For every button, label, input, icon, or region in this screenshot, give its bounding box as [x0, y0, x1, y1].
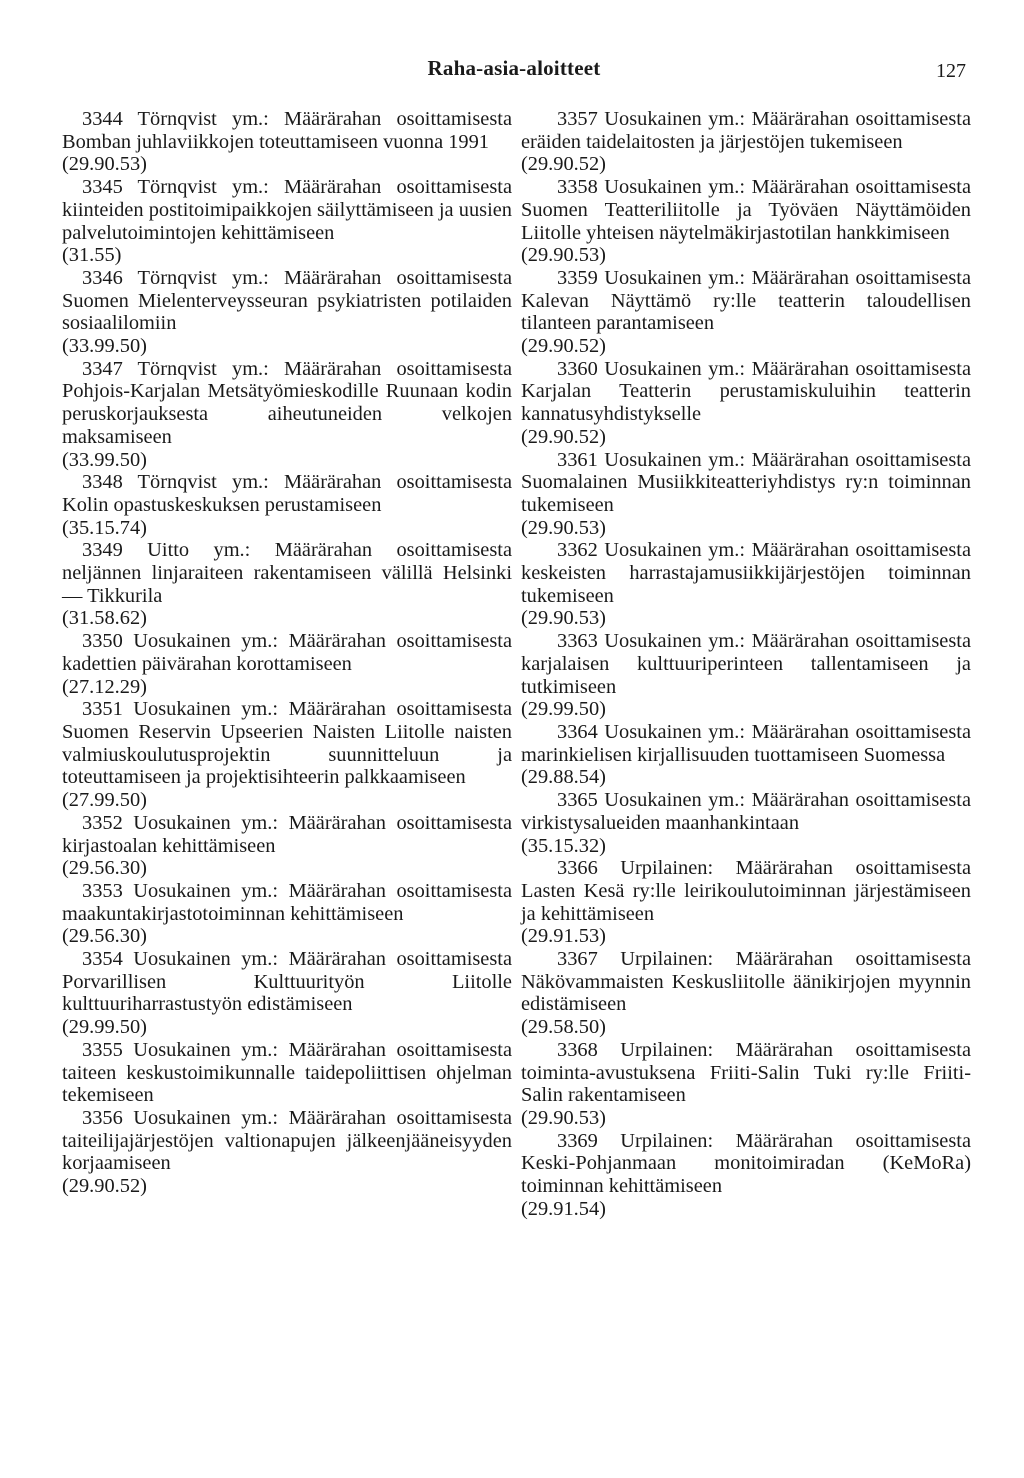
budget-reference: (29.90.53) — [521, 516, 606, 539]
budget-reference: (29.99.50) — [62, 1016, 147, 1039]
budget-reference: (29.90.52) — [521, 335, 606, 358]
initiative-entry — [62, 108, 512, 176]
budget-reference: (29.90.52) — [62, 1175, 147, 1198]
entry-text: 3361 Uosukainen ym.: Määrärahan osoittamisesta Suomalainen Musiikkiteatteriyhdistys ry:n toiminnan tukemiseen — [521, 448, 971, 516]
budget-reference: (35.15.32) — [521, 834, 606, 857]
budget-reference: (35.15.74) — [62, 516, 147, 539]
entry-text: 3352 Uosukainen ym.: Määrärahan osoittamisesta kirjastoalan kehittämiseen — [62, 811, 512, 857]
initiative-entry — [62, 698, 512, 812]
budget-reference: (29.91.54) — [521, 1197, 606, 1220]
entry-text: 3357 Uosukainen ym.: Määrärahan osoittamisesta eräiden taidelaitosten ja järjestöjen tukemiseen — [521, 108, 971, 153]
budget-reference: (29.90.53) — [521, 607, 606, 630]
budget-reference: (29.56.30) — [62, 857, 147, 880]
entry-text: 3368 Urpilainen: Määrärahan osoittamisesta toiminta-avustuksena Friiti-Salin Tuki ry:lle Friiti-Salin rakentamiseen — [521, 1038, 971, 1107]
entry-text: 3351 Uosukainen ym.: Määrärahan osoittamisesta Suomen Reservin Upseerien Naisten Liitolle naisten valmiuskoulutusprojektin suunnitteluun ja toteuttamiseen ja projektisihteerin palkkaamiseen — [62, 698, 512, 789]
initiative-entry — [62, 1107, 512, 1198]
entry-text: 3360 Uosukainen ym.: Määrärahan osoittamisesta Karjalan Teatterin perustamiskuluihin teatterin kannatusyhdistykselle — [521, 357, 971, 426]
initiative-entry — [521, 1039, 971, 1130]
budget-reference: (29.90.52) — [521, 153, 606, 176]
page-header — [62, 56, 966, 96]
entry-text: 3369 Urpilainen: Määrärahan osoittamisesta Keski-Pohjanmaan monitoimiradan (KeMoRa) toiminnan kehittämiseen — [521, 1129, 971, 1198]
initiative-entry — [62, 176, 512, 267]
budget-reference: (29.56.30) — [62, 925, 147, 948]
initiative-entry — [521, 948, 971, 1039]
initiative-entry — [62, 358, 512, 472]
initiative-entry — [62, 880, 512, 948]
budget-reference: (29.90.52) — [521, 425, 606, 448]
entry-text: 3349 Uitto ym.: Määrärahan osoittamisesta neljännen linjaraiteen rakentamiseen välillä Helsinki — Tikkurila — [62, 539, 512, 607]
initiative-entry — [62, 471, 512, 539]
entry-text: 3344 Törnqvist ym.: Määrärahan osoittamisesta Bomban juhlaviikkojen toteuttamiseen vuonna 1991 — [62, 108, 512, 153]
budget-reference: (31.55) — [62, 244, 122, 267]
entry-text: 3345 Törnqvist ym.: Määrärahan osoittamisesta kiinteiden postitoimipaikkojen säilyttämiseen ja uusien palvelutoimintojen kehittämiseen — [62, 176, 512, 244]
initiative-entry — [521, 108, 971, 176]
initiative-entry — [521, 267, 971, 358]
entry-text: 3348 Törnqvist ym.: Määrärahan osoittamisesta Kolin opastuskeskuksen perustamiseen — [62, 471, 512, 516]
entry-text: 3350 Uosukainen ym.: Määrärahan osoittamisesta kadettien päivärahan korottamiseen — [62, 630, 512, 675]
entry-text: 3367 Urpilainen: Määrärahan osoittamisesta Näkövammaisten Keskusliitolle äänikirjojen myynnin edistämiseen — [521, 948, 971, 1016]
budget-reference: (29.91.53) — [521, 925, 606, 948]
initiative-entry — [521, 721, 971, 789]
initiative-entry — [62, 539, 512, 630]
entry-text: 3366 Urpilainen: Määrärahan osoittamisesta Lasten Kesä ry:lle leirikoulutoiminnan järjestämiseen ja kehittämiseen — [521, 857, 971, 925]
entry-text: 3364 Uosukainen ym.: Määrärahan osoittamisesta marinkielisen kirjallisuuden tuottamiseen Suomessa — [521, 720, 971, 766]
budget-reference: (29.90.53) — [521, 244, 606, 267]
budget-reference: (27.12.29) — [62, 675, 147, 698]
running-title: Raha-asia-aloitteet — [427, 56, 601, 80]
initiative-entry — [62, 630, 512, 698]
entry-text: 3346 Törnqvist ym.: Määrärahan osoittamisesta Suomen Mielenterveysseuran psykiatristen potilaiden sosiaalilomiin — [62, 266, 512, 335]
budget-reference: (29.99.50) — [521, 698, 606, 721]
initiative-entry — [62, 1039, 512, 1107]
right-column — [521, 108, 971, 1220]
entry-text: 3355 Uosukainen ym.: Määrärahan osoittamisesta taiteen keskustoimikunnalle taidepoliittisen ohjelman tekemiseen — [62, 1038, 512, 1107]
left-column — [62, 108, 512, 1198]
initiative-entry — [62, 812, 512, 880]
page-number: 127 — [936, 60, 966, 82]
budget-reference: (33.99.50) — [62, 335, 147, 358]
entry-text: 3358 Uosukainen ym.: Määrärahan osoittamisesta Suomen Teatteriliitolle ja Työväen Näyttämöiden Liitolle yhteisen näytelmäkirjastotilan hankkimiseen — [521, 176, 971, 244]
initiative-entry — [521, 1130, 971, 1221]
initiative-entry — [521, 857, 971, 948]
entry-text: 3356 Uosukainen ym.: Määrärahan osoittamisesta taiteilijajärjestöjen valtionapujen jälkeenjääneisyyden korjaamiseen — [62, 1106, 512, 1175]
initiative-entry — [521, 176, 971, 267]
entry-text: 3362 Uosukainen ym.: Määrärahan osoittamisesta keskeisten harrastajamusiikkijärjestöjen toiminnan tukemiseen — [521, 539, 971, 607]
budget-reference: (29.90.53) — [62, 153, 147, 176]
initiative-entry — [521, 630, 971, 721]
initiative-entry — [521, 449, 971, 540]
initiative-entry — [521, 358, 971, 449]
budget-reference: (31.58.62) — [62, 607, 147, 630]
budget-reference: (27.99.50) — [62, 789, 147, 812]
initiative-entry — [521, 789, 971, 857]
budget-reference: (29.58.50) — [521, 1016, 606, 1039]
budget-reference: (29.88.54) — [521, 766, 606, 789]
budget-reference: (33.99.50) — [62, 448, 147, 471]
entry-text: 3353 Uosukainen ym.: Määrärahan osoittamisesta maakuntakirjastotoiminnan kehittämiseen — [62, 879, 512, 925]
initiative-entry — [521, 539, 971, 630]
entry-text: 3347 Törnqvist ym.: Määrärahan osoittamisesta Pohjois-Karjalan Metsätyömieskodille Ruunaan kodin peruskorjauksesta aiheutuneiden velkojen maksamiseen — [62, 357, 512, 448]
entry-text: 3365 Uosukainen ym.: Määrärahan osoittamisesta virkistysalueiden maanhankintaan — [521, 789, 971, 834]
budget-reference: (29.90.53) — [521, 1106, 606, 1129]
initiative-entry — [62, 267, 512, 358]
entry-text: 3359 Uosukainen ym.: Määrärahan osoittamisesta Kalevan Näyttämö ry:lle teatterin taloudellisen tilanteen parantamiseen — [521, 266, 971, 335]
entry-text: 3363 Uosukainen ym.: Määrärahan osoittamisesta karjalaisen kulttuuriperinteen tallentamiseen ja tutkimiseen — [521, 630, 971, 698]
initiative-entry — [62, 948, 512, 1039]
entry-text: 3354 Uosukainen ym.: Määrärahan osoittamisesta Porvarillisen Kulttuurityön Liitolle kulttuuriharrastustyön edistämiseen — [62, 948, 512, 1016]
